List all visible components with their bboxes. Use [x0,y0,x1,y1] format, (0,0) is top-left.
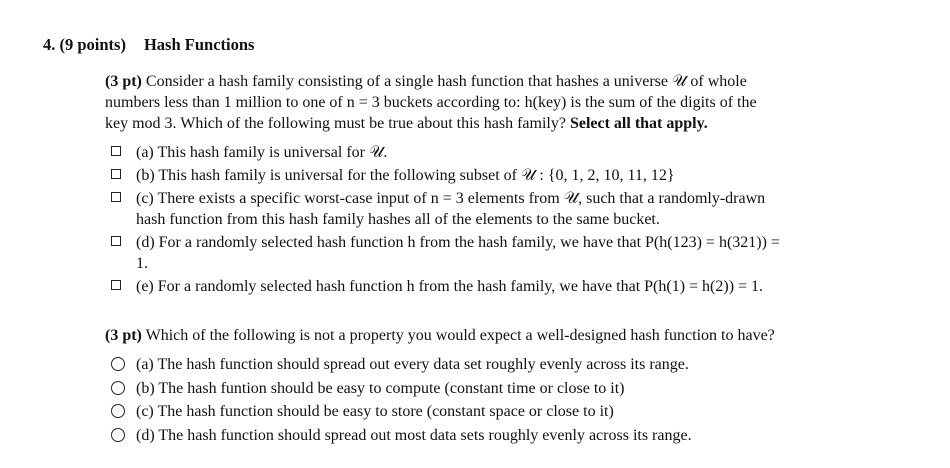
checkbox-icon[interactable] [111,236,121,246]
question-heading [43,34,254,55]
part2-points: (3 pt) [105,327,142,344]
option-label: (d) The hash function should spread out most data sets roughly evenly across its range. [136,427,692,444]
part1-prompt-line-3: key mod 3. Which of the following must be true about this hash family? Select all that apply. [105,115,708,132]
option-label-line-1: (d) For a randomly selected hash function h from the hash family, we have that P(h(123) = h(321)) = [136,234,780,251]
radio-button[interactable] [111,357,125,371]
radio-button[interactable] [111,381,125,395]
checkbox-icon[interactable] [111,280,121,290]
option-label: (b) This hash family is universal for the following subset of 𝒰 : {0, 1, 2, 10, 11, 12} [136,167,675,184]
part1-points: (3 pt) [105,73,142,90]
radio-button[interactable] [111,428,125,442]
option-label: (a) The hash function should spread out every data set roughly evenly across its range. [136,356,689,373]
checkbox-icon[interactable] [111,146,121,156]
part1-prompt-line-2: numbers less than 1 million to one of n = 3 buckets according to: h(key) is the sum of the digits of the [105,94,757,111]
part1-instruction: Select all that apply. [569,115,708,132]
question-topic: Hash Functions [143,35,255,54]
option-label: (a) This hash family is universal for 𝒰. [136,144,388,161]
checkbox-icon[interactable] [111,169,121,179]
checkbox-icon[interactable] [111,192,121,202]
option-label-line-1: (c) There exists a specific worst-case input of n = 3 elements from 𝒰, such that a randomly-drawn [136,190,766,207]
part1-prompt [105,71,887,134]
question-number: 4. (9 points) [43,35,126,54]
part1-prompt-line-1: (3 pt) Consider a hash family consisting of a single hash function that hashes a universe 𝒰 of whole [105,73,747,90]
radio-button[interactable] [111,404,125,418]
option-label-line-2: 1. [136,255,148,272]
option-label: (b) The hash funtion should be easy to compute (constant time or close to it) [136,380,625,397]
part2-prompt: (3 pt) Which of the following is not a property you would expect a well-designed hash function to have? [105,327,775,344]
option-label: (c) The hash function should be easy to store (constant space or close to it) [136,403,614,420]
option-label-line-2: hash function from this hash family hashes all of the elements to the same bucket. [136,211,660,228]
option-label: (e) For a randomly selected hash function h from the hash family, we have that P(h(1) = h(2)) = 1. [136,278,764,295]
